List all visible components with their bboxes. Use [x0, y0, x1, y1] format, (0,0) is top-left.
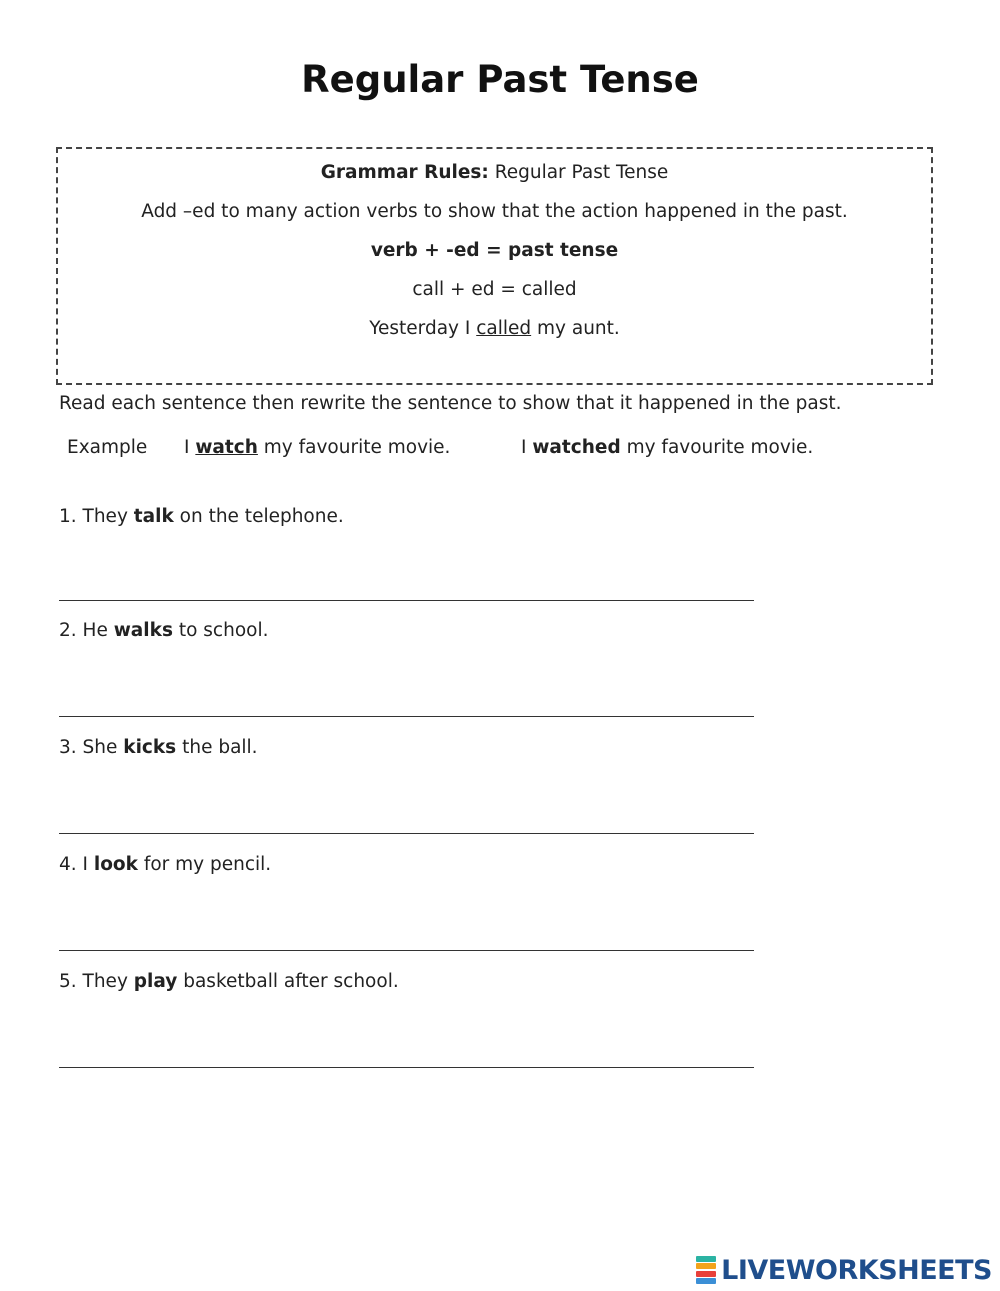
logo-block-4 — [696, 1278, 716, 1284]
example-label: Example — [67, 437, 148, 458]
example-present-pre: I — [184, 437, 196, 458]
example-past-sentence — [521, 437, 813, 458]
logo-block-1 — [696, 1256, 716, 1262]
question-5-pre: 5. They — [59, 971, 134, 992]
example-present-post: my favourite movie. — [257, 437, 451, 458]
question-3-post: the ball. — [176, 737, 258, 758]
rules-example-verb: called — [476, 318, 532, 339]
question-5 — [59, 971, 399, 992]
logo-block-3 — [696, 1271, 716, 1277]
question-3-pre: 3. She — [59, 737, 124, 758]
question-2-pre: 2. He — [59, 620, 114, 641]
rules-heading-topic: Regular Past Tense — [488, 162, 669, 183]
rules-example-pre: Yesterday I — [369, 318, 477, 339]
grammar-rules-box — [56, 147, 933, 385]
answer-line-1[interactable] — [59, 600, 754, 601]
question-1-post: on the telephone. — [173, 506, 344, 527]
question-4-pre: 4. I — [59, 854, 94, 875]
example-present-sentence — [184, 437, 450, 458]
rules-formula: verb + -ed = past tense — [370, 240, 619, 261]
question-5-post: basketball after school. — [177, 971, 399, 992]
liveworksheets-logo-text: LIVEWORKSHEETS — [721, 1254, 992, 1286]
answer-line-4[interactable] — [59, 950, 754, 951]
question-4 — [59, 854, 271, 875]
rules-heading — [58, 162, 931, 183]
question-2-post: to school. — [172, 620, 269, 641]
rules-example-post: my aunt. — [531, 318, 620, 339]
example-past-verb: watched — [532, 437, 621, 458]
example-past-pre: I — [521, 437, 533, 458]
question-1-verb: talk — [133, 506, 174, 527]
question-4-verb: look — [93, 854, 138, 875]
question-3-verb: kicks — [123, 737, 177, 758]
rules-heading-label: Grammar Rules: — [320, 162, 489, 183]
example-past-post: my favourite movie. — [620, 437, 814, 458]
answer-line-5[interactable] — [59, 1067, 754, 1068]
rules-description: Add –ed to many action verbs to show that the action happened in the past. — [141, 201, 848, 222]
instruction-text: Read each sentence then rewrite the sentence to show that it happened in the past. — [59, 393, 842, 414]
rules-example-sentence — [58, 318, 931, 339]
question-1-pre: 1. They — [59, 506, 134, 527]
question-4-post: for my pencil. — [137, 854, 272, 875]
question-1 — [59, 506, 344, 527]
answer-line-2[interactable] — [59, 716, 754, 717]
liveworksheets-logo-icon — [696, 1256, 718, 1284]
question-3 — [59, 737, 258, 758]
answer-line-3[interactable] — [59, 833, 754, 834]
example-present-verb: watch — [195, 437, 258, 458]
page-title: Regular Past Tense — [301, 58, 699, 101]
question-5-verb: play — [133, 971, 178, 992]
rules-example-formula: call + ed = called — [412, 279, 577, 300]
question-2-verb: walks — [113, 620, 173, 641]
liveworksheets-logo — [696, 1253, 992, 1287]
question-2 — [59, 620, 268, 641]
logo-block-2 — [696, 1263, 716, 1269]
